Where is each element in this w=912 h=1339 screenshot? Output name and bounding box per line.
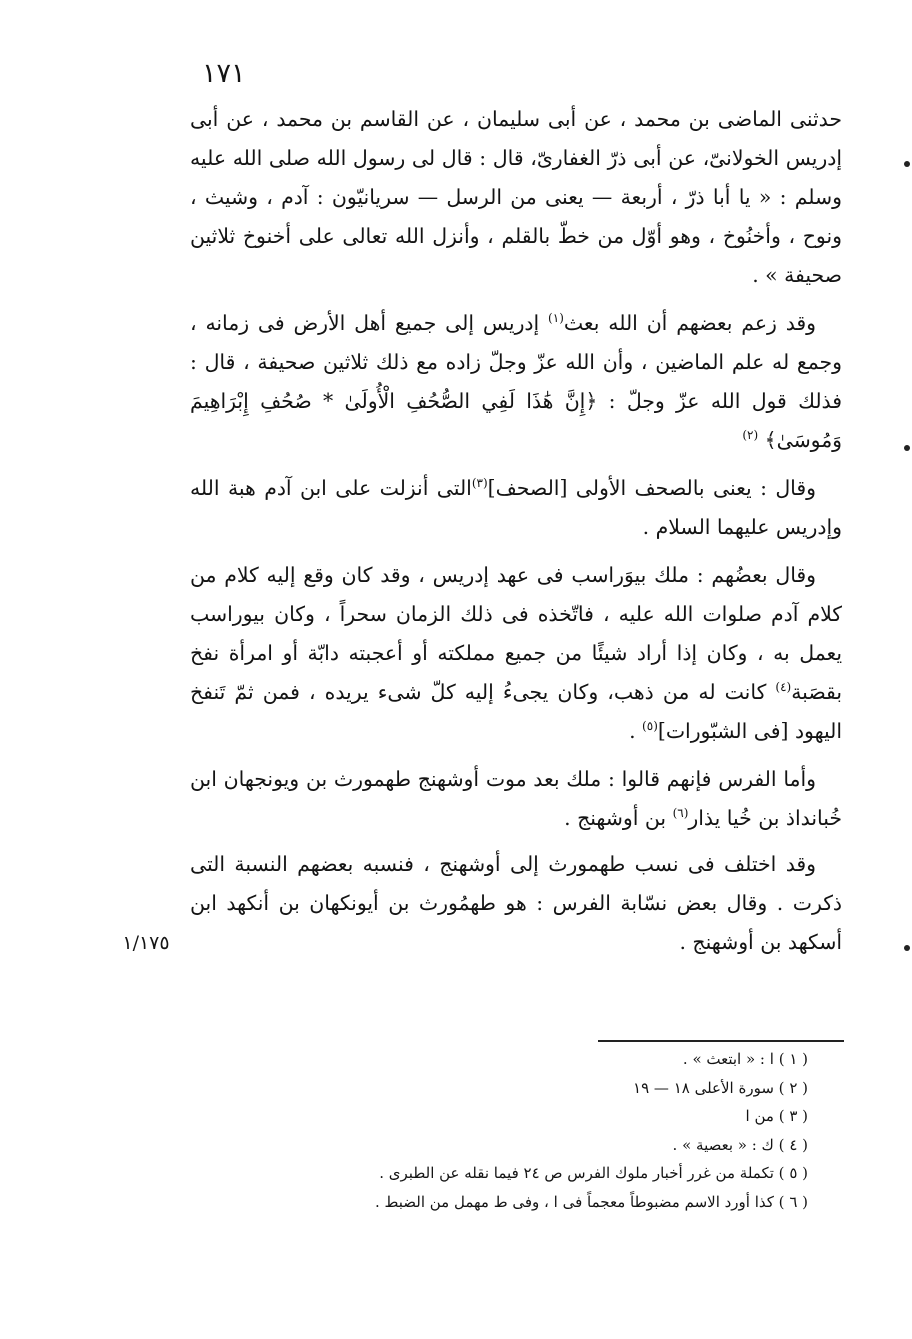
footnote-6: ( ٦ ) كذا أورد الاسم مضبوطاً معجماً فى ا ، وفى ط مهمل من الضبط . <box>374 1192 808 1211</box>
paragraph-3-tail: التى أنزلت على ابن آدم هبة الله وإدريس عليهما السلام . <box>190 476 842 539</box>
footnote-ref-5: (٥) <box>642 719 658 734</box>
paragraph-4-text: وقال بعضُهم : ملك بيوَراسب فى عهد إدريس ، وقد كان وقع إليه كلام من كلام آدم صلوات الله عليه ، فاتّخذه فى ذلك الزمان سحراً ، وكان بيوراسب يعمل به ، وكان إذا أراد شيئًا من جميع مملكته أو أعجبته دابّة أو امرأة نفخ بقصَبة <box>190 563 842 704</box>
margin-reference: ١/١٧٥ <box>122 932 170 954</box>
main-text <box>190 100 842 971</box>
footnote-4: ( ٤ ) ك : « بعصية » . <box>672 1135 808 1154</box>
paragraph-4 <box>190 556 842 751</box>
binding-mark-1 <box>904 161 910 167</box>
footnote-ref-1: (١) <box>548 311 564 326</box>
footnote-ref-4: (٤) <box>775 680 792 695</box>
binding-mark-2 <box>904 445 910 451</box>
paragraph-2-text: وقد زعم بعضهم أن الله بعث <box>563 311 816 335</box>
footnote-divider <box>598 1040 844 1042</box>
paragraph-3-text: وقال : يعنى بالصحف الأولى [الصحف] <box>487 476 816 500</box>
footnote-5: ( ٥ ) تكملة من غرر أخبار ملوك الفرس ص ٢٤ فيما نقله عن الطبرى . <box>379 1164 808 1183</box>
paragraph-2 <box>190 304 842 460</box>
paragraph-5-text: وأما الفرس فإنهم قالوا : ملك بعد موت أوشهنج طهمورث بن ويونجهان ابن خُبانداذ بن خُيا يذار <box>190 767 842 830</box>
binding-mark-3 <box>904 945 910 951</box>
paragraph-6: وقد اختلف فى نسب طهمورث إلى أوشهنج ، فنسبه بعضهم النسبة التى ذكرت . وقال بعض نسّابة الفرس : هو طهمُورث بن أيونكهان بن أنكهد ابن أسكهد بن أوشهنج . <box>190 852 842 954</box>
footnotes <box>300 1045 808 1217</box>
paragraph-2-tail: إدريس إلى جميع أهل الأرض فى زمانه ، وجمع له علم الماضين ، وأن الله عزّ وجلّ زاده مع ذلك ثلاثين صحيفة ، قال : فذلك قول الله عزّ وجلّ : ﴿إِنَّ هَٰذَا لَفِي الصُّحُفِ الْأُولَىٰ * صُحُفِ إِبْرَاهِيمَ وَمُوسَىٰ﴾ <box>190 311 842 452</box>
paragraph-4-mid: كانت له من ذهب، وكان يجىءُ إليه كلّ شىء يريده ، فمن ثمّ تَنفخ اليهود [فى الشبّورات] <box>190 680 842 743</box>
paragraph-5 <box>190 760 842 838</box>
footnote-ref-3: (٣) <box>471 476 488 491</box>
paragraph-3 <box>190 469 842 547</box>
footnote-1: ( ١ ) ا : « ابتعث » . <box>682 1050 808 1068</box>
paragraph-4-end: . <box>629 719 643 743</box>
footnote-ref-2: (٢) <box>742 428 759 443</box>
footnote-3: ( ٣ ) من ا <box>745 1107 808 1126</box>
paragraph-5-tail: بن أوشهنج . <box>564 806 673 830</box>
footnote-2: ( ٢ ) سورة الأعلى ١٨ — ١٩ <box>633 1078 808 1097</box>
paragraph-1: حدثنى الماضى بن محمد ، عن أبى سليمان ، عن القاسم بن محمد ، عن أبى إدريس الخولانىّ، عن أبى ذرّ الغفارىّ، قال : قال لى رسول الله صلى الله عليه وسلم : « يا أبا ذرّ ، أربعة — يعنى من الرسل — سريانيّون : آدم ، وشيث ، ونوح ، وأخنُوخ ، وهو أوّل من خطّ بالقلم ، وأنزل الله تعالى على أخنوخ ثلاثين صحيفة » . <box>190 107 842 287</box>
page-number: ١٧١ <box>202 58 246 89</box>
footnote-ref-6: (٦) <box>672 806 689 821</box>
